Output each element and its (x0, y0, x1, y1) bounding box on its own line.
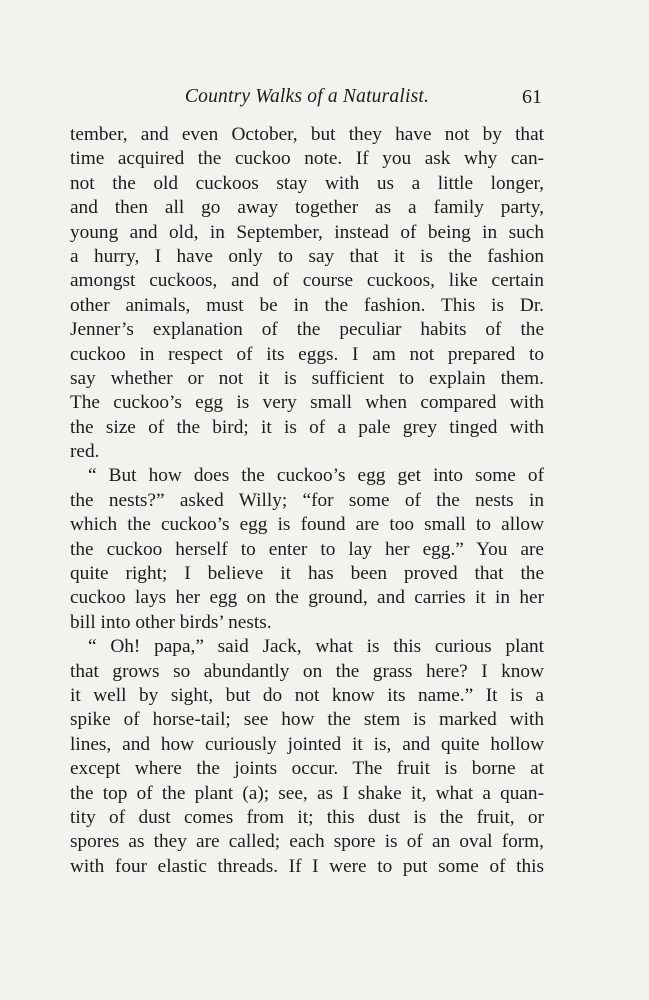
text-line: tity of dust comes from it; this dust is the fruit, or (70, 806, 544, 828)
text-line-paragraph-end: bill into other birds’ nests. (70, 611, 272, 633)
text-line: cuckoo in respect of its eggs. I am not prepared to (70, 343, 544, 365)
text-line: spores as they are called; each spore is of an oval form, (70, 831, 544, 853)
text-line: time acquired the cuckoo note. If you ask why can- (70, 148, 544, 170)
body-text (70, 123, 544, 879)
text-line: except where the joints occur. The fruit is borne at (70, 758, 544, 780)
running-title: Country Walks of a Naturalist. (184, 86, 430, 107)
text-line: and then all go away together as a family party, (70, 197, 544, 219)
text-line: with four elastic threads. If I were to put some of this (70, 855, 544, 877)
text-line: not the old cuckoos stay with us a little longer, (70, 172, 544, 194)
text-line: amongst cuckoos, and of course cuckoos, like certain (70, 270, 544, 292)
text-line: quite right; I believe it has been proved that the (70, 563, 544, 585)
text-line: The cuckoo’s egg is very small when compared with (70, 392, 544, 414)
text-line: the size of the bird; it is of a pale grey tinged with (70, 416, 544, 438)
text-line: that grows so abundantly on the grass here? I know (70, 660, 544, 682)
running-head (70, 86, 544, 114)
text-line-paragraph-start: “ But how does the cuckoo’s egg get into some of (88, 465, 544, 487)
text-line: young and old, in September, instead of being in such (70, 221, 544, 243)
text-line: Jenner’s explanation of the peculiar habits of the (70, 319, 544, 341)
text-line: it well by sight, but do not know its name.” It is a (70, 684, 544, 706)
text-line: spike of horse-tail; see how the stem is marked with (70, 709, 544, 731)
text-line: say whether or not it is sufficient to explain them. (70, 367, 544, 389)
text-line: cuckoo lays her egg on the ground, and carries it in her (70, 587, 544, 609)
text-line-paragraph-start: “ Oh! papa,” said Jack, what is this curious plant (88, 636, 544, 658)
text-line: the top of the plant (a); see, as I shake it, what a quan- (70, 782, 544, 804)
page-number: 61 (522, 86, 542, 108)
text-line: other animals, must be in the fashion. This is Dr. (70, 294, 544, 316)
text-line: the cuckoo herself to enter to lay her egg.” You are (70, 538, 544, 560)
text-line: the nests?” asked Willy; “for some of the nests in (70, 489, 544, 511)
text-line: tember, and even October, but they have not by that (70, 124, 544, 145)
text-line: lines, and how curiously jointed it is, and quite hollow (70, 733, 544, 755)
text-line: which the cuckoo’s egg is found are too small to allow (70, 514, 544, 536)
text-line: a hurry, I have only to say that it is the fashion (70, 245, 544, 267)
text-line-paragraph-end: red. (70, 441, 100, 463)
